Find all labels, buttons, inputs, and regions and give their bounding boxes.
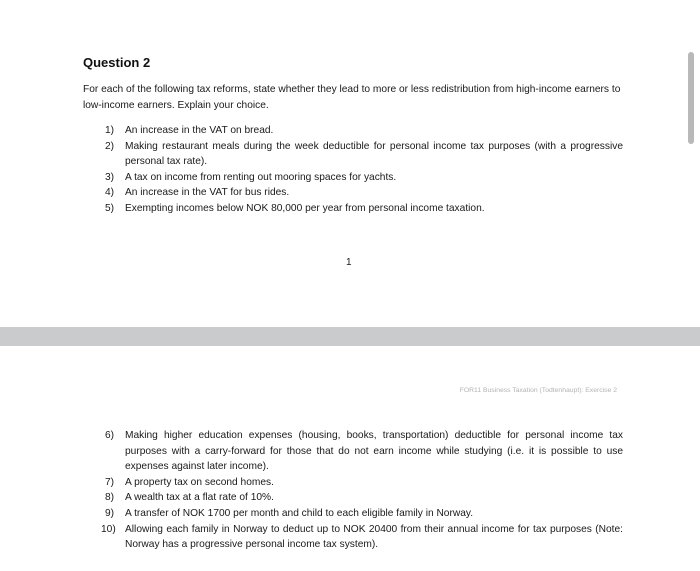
- list-item: [83, 185, 623, 201]
- list-item: [83, 201, 623, 217]
- list-item: [83, 123, 623, 139]
- page-separator: [0, 327, 700, 346]
- item-number: 7): [105, 476, 115, 488]
- item-number: 6): [105, 430, 115, 441]
- item-number: 2): [105, 140, 115, 152]
- reform-list-page-1: [83, 123, 623, 217]
- item-text: Making restaurant meals during the week deductible for personal income tax purposes (with a progressive personal tax rate).: [125, 140, 623, 168]
- item-text: Exempting incomes below NOK 80,000 per year from personal income taxation.: [125, 202, 485, 214]
- list-item: [83, 428, 623, 475]
- question-intro: For each of the following tax reforms, state whether they lead to more or less redistribution from high-income earners to low-income earners. Explain your choice.: [83, 84, 621, 111]
- running-header: FOR11 Business Taxation (Todtenhaupt): Exercise 2: [459, 387, 617, 394]
- item-text: Making higher education expenses (housing, books, transportation) deductible for personal income tax purposes with a carry-forward for those that do not earn income while studying (i.e. it is possible to use expenses against later income).: [125, 430, 623, 473]
- page-number: 1: [346, 257, 352, 268]
- list-item: [83, 139, 623, 170]
- item-number: 9): [105, 507, 115, 519]
- item-number: 3): [105, 171, 115, 183]
- question-title: Question 2: [83, 55, 151, 70]
- list-item: [83, 522, 623, 553]
- item-text: Allowing each family in Norway to deduct up to NOK 20400 from their annual income for tax purposes (Note: Norway has a progressive personal income tax system).: [125, 523, 623, 551]
- scrollbar-thumb[interactable]: [688, 52, 694, 144]
- item-text: A wealth tax at a flat rate of 10%.: [125, 492, 274, 504]
- item-text: An increase in the VAT on bread.: [125, 125, 274, 136]
- reform-list-page-2: [83, 428, 623, 553]
- item-number: 1): [105, 125, 115, 136]
- list-item: [83, 170, 623, 186]
- item-text: A tax on income from renting out mooring spaces for yachts.: [125, 171, 397, 183]
- item-number: 10): [101, 523, 116, 535]
- item-text: An increase in the VAT for bus rides.: [125, 187, 290, 199]
- item-number: 4): [105, 187, 115, 199]
- item-number: 5): [105, 202, 115, 214]
- item-text: A property tax on second homes.: [125, 476, 274, 488]
- list-item: [83, 490, 623, 506]
- list-item: [83, 475, 623, 491]
- item-number: 8): [105, 492, 115, 504]
- list-item: [83, 506, 623, 522]
- item-text: A transfer of NOK 1700 per month and child to each eligible family in Norway.: [125, 507, 474, 519]
